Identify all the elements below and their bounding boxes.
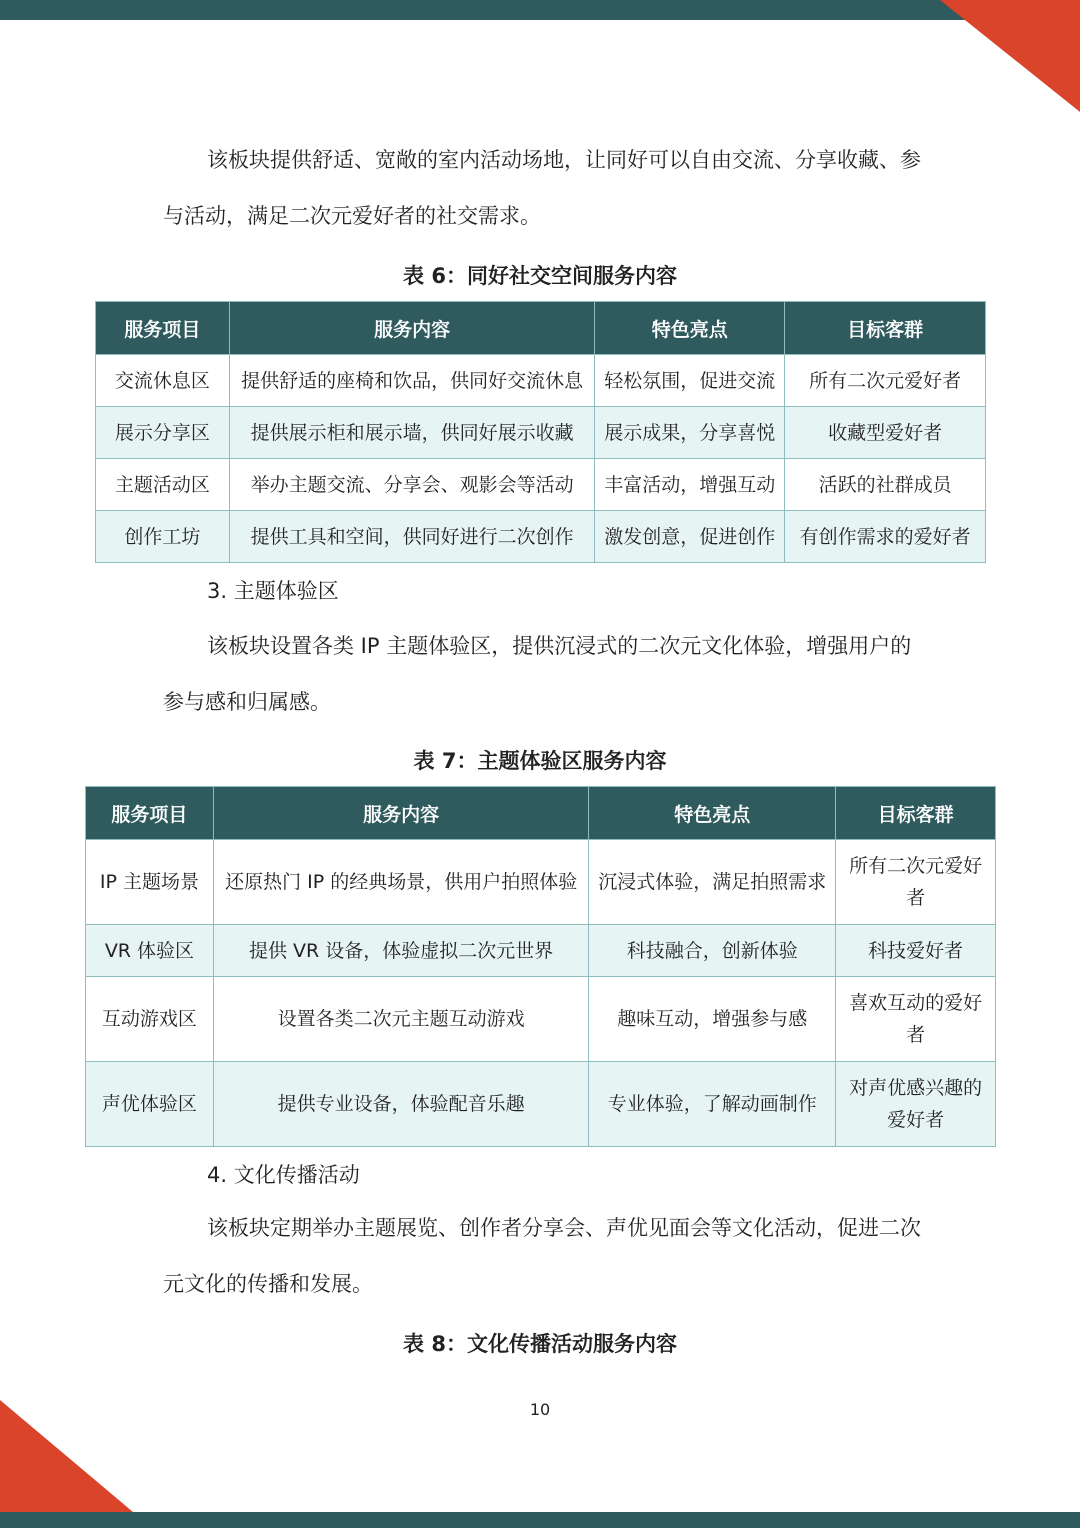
table-cell: 交流休息区: [96, 355, 230, 407]
table-cell: 提供专业设备，体验配音乐趣: [213, 1062, 589, 1147]
table-7: [85, 786, 996, 1147]
table-cell: 所有二次元爱好者: [836, 840, 996, 925]
table-row: [86, 840, 996, 925]
table-cell: 设置各类二次元主题互动游戏: [213, 977, 589, 1062]
header-cell: 目标客群: [836, 787, 996, 840]
table-cell: 趣味互动，增强参与感: [589, 977, 836, 1062]
section-heading-theme-experience: 3. 主题体验区: [207, 579, 339, 603]
table-cell: 科技爱好者: [836, 925, 996, 977]
table-cell: 提供 VR 设备，体验虚拟二次元世界: [213, 925, 589, 977]
table-row: [96, 511, 986, 563]
table-cell: 轻松氛围，促进交流: [595, 355, 785, 407]
table-6-caption: 表 6：同好社交空间服务内容: [403, 264, 677, 288]
table-cell: 提供工具和空间，供同好进行二次创作: [229, 511, 595, 563]
section-heading-culture-activities: 4. 文化传播活动: [207, 1163, 360, 1187]
table-cell: 收藏型爱好者: [785, 407, 986, 459]
table-row: [86, 977, 996, 1062]
table-cell: 还原热门 IP 的经典场景，供用户拍照体验: [213, 840, 589, 925]
table-cell: 专业体验，了解动画制作: [589, 1062, 836, 1147]
table-cell: 互动游戏区: [86, 977, 214, 1062]
table-cell: 主题活动区: [96, 459, 230, 511]
table-cell: 科技融合，创新体验: [589, 925, 836, 977]
paragraph-culture-activities: 该板块定期举办主题展览、创作者分享会、声优见面会等文化活动，促进二次元文化的传播和发展。: [163, 1216, 921, 1296]
table-header-row: [86, 787, 996, 840]
table-cell: 声优体验区: [86, 1062, 214, 1147]
header-cell: 服务内容: [213, 787, 589, 840]
table-cell: VR 体验区: [86, 925, 214, 977]
table-cell: 提供展示柜和展示墙，供同好展示收藏: [229, 407, 595, 459]
table-cell: 喜欢互动的爱好者: [836, 977, 996, 1062]
table-cell: 有创作需求的爱好者: [785, 511, 986, 563]
bottom-left-corner-decor: [0, 1400, 152, 1528]
table-8-caption: 表 8：文化传播活动服务内容: [403, 1332, 677, 1356]
table-cell: 展示分享区: [96, 407, 230, 459]
table-6: [95, 301, 986, 563]
table-row: [96, 459, 986, 511]
page-number: 10: [529, 1400, 551, 1419]
table-row: [96, 355, 986, 407]
table-cell: 所有二次元爱好者: [785, 355, 986, 407]
table-cell: 对声优感兴趣的爱好者: [836, 1062, 996, 1147]
top-right-corner-decor: [940, 0, 1080, 112]
header-cell: 特色亮点: [589, 787, 836, 840]
header-cell: 特色亮点: [595, 302, 785, 355]
table-cell: 激发创意，促进创作: [595, 511, 785, 563]
header-cell: 服务项目: [86, 787, 214, 840]
top-decor-bar: [0, 0, 1080, 20]
table-cell: 举办主题交流、分享会、观影会等活动: [229, 459, 595, 511]
header-cell: 目标客群: [785, 302, 986, 355]
header-cell: 服务项目: [96, 302, 230, 355]
table-7-caption: 表 7：主题体验区服务内容: [413, 749, 667, 773]
table-cell: 提供舒适的座椅和饮品，供同好交流休息: [229, 355, 595, 407]
header-cell: 服务内容: [229, 302, 595, 355]
table-cell: 活跃的社群成员: [785, 459, 986, 511]
table-cell: 创作工坊: [96, 511, 230, 563]
paragraph-social-space: 该板块提供舒适、宽敞的室内活动场地，让同好可以自由交流、分享收藏、参与活动，满足二次元爱好者的社交需求。: [163, 148, 921, 228]
table-row: [96, 407, 986, 459]
table-cell: 沉浸式体验，满足拍照需求: [589, 840, 836, 925]
table-row: [86, 925, 996, 977]
table-cell: 展示成果，分享喜悦: [595, 407, 785, 459]
table-cell: IP 主题场景: [86, 840, 214, 925]
paragraph-theme-experience: 该板块设置各类 IP 主题体验区，提供沉浸式的二次元文化体验，增强用户的参与感和归属感。: [163, 634, 912, 714]
table-header-row: [96, 302, 986, 355]
table-cell: 丰富活动，增强互动: [595, 459, 785, 511]
bottom-decor-bar: [0, 1512, 1080, 1528]
table-row: [86, 1062, 996, 1147]
